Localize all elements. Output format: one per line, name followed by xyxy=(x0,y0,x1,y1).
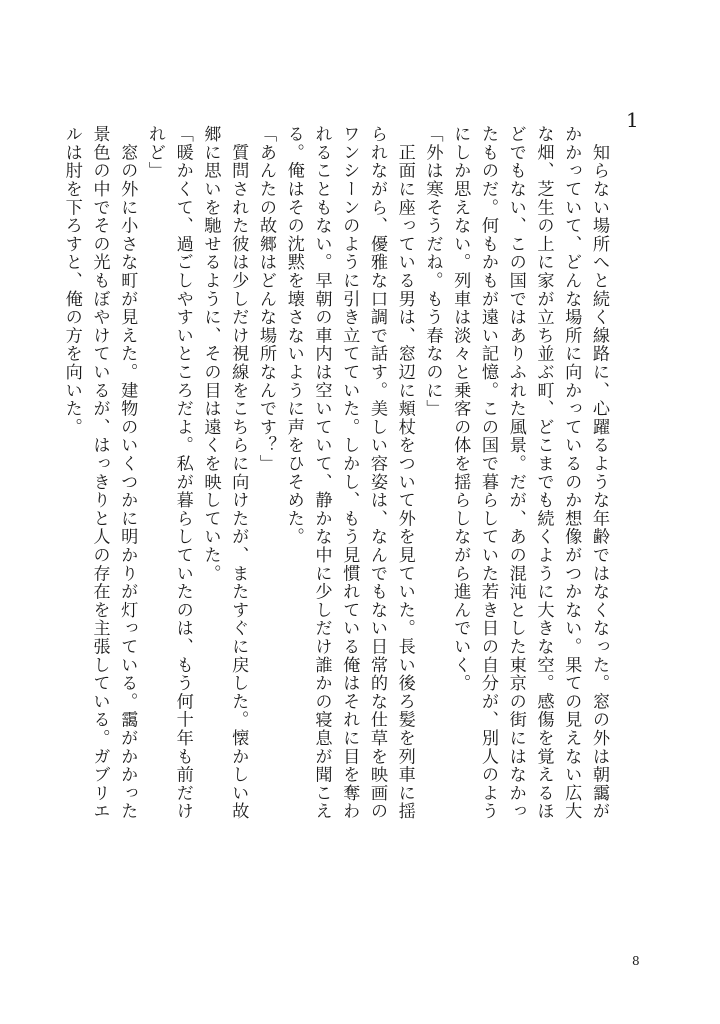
paragraph: 窓の外に小さな町が見えた。建物のいくつかに明かりが灯っている。靄がかかった 景色の中でその光もぼやけているが、はっきりと人の存在を主張している。ガブリエ ルは肘を下ろすと、俺の方を向いた。 xyxy=(61,125,138,821)
paragraph: 正面に座っている男は、窓辺に頬杖をついて外を見ていた。長い後ろ髪を列車に揺 られながら、優雅な口調で話す。美しい容姿は、なんでもない日常的な仕草を映画の ワンシーンのように引き立てていた。しかし、もう見慣れている俺はそれに目を奪わ れることもない。早朝の車内は空いていて、静かな中に少しだけ誰かの寝息が聞こえ る。俺はその沈黙を壊さないように声をひそめた。 xyxy=(283,125,415,821)
paragraph: 「暖かくて、過ごしやすいところだよ。私が暮らしていたのは、もう何十年も前だけ れど」 xyxy=(145,125,193,821)
paragraph: 「あんたの故郷はどんな場所なんです？」 xyxy=(256,125,276,473)
chapter-number: 1 xyxy=(626,108,639,132)
paragraph: 質問された彼は少しだけ視線をこちらに向けたが、またすぐに戻した。懐かしい故 郷に思いを馳せるように、その目は遠くを映していた。 xyxy=(200,125,249,821)
paragraph: 「外は寒そうだね。もう春なのに」 xyxy=(422,125,443,418)
page-number: 8 xyxy=(632,954,640,968)
novel-body-text xyxy=(61,125,612,925)
paragraph: 知らない場所へと続く線路に、心躍るような年齢ではなくなった。窓の外は朝靄が かかっていて、どんな場所に向かっているのか想像がつかない。果ての見えない広大 な畑、芝生の上に家が立ち並ぶ町、どこまでも続くように大きな空。感傷を覚えるほ どでもない、この国ではありふれた風景。だが、あの混沌とした東京の街にはなかっ たものだ。何もかもが遠い記憶。この国で暮らしていた若き日の自分が、別人のよう にしか思えない。列車は淡々と乗客の体を揺らしながら進んでいく。 xyxy=(450,125,609,821)
